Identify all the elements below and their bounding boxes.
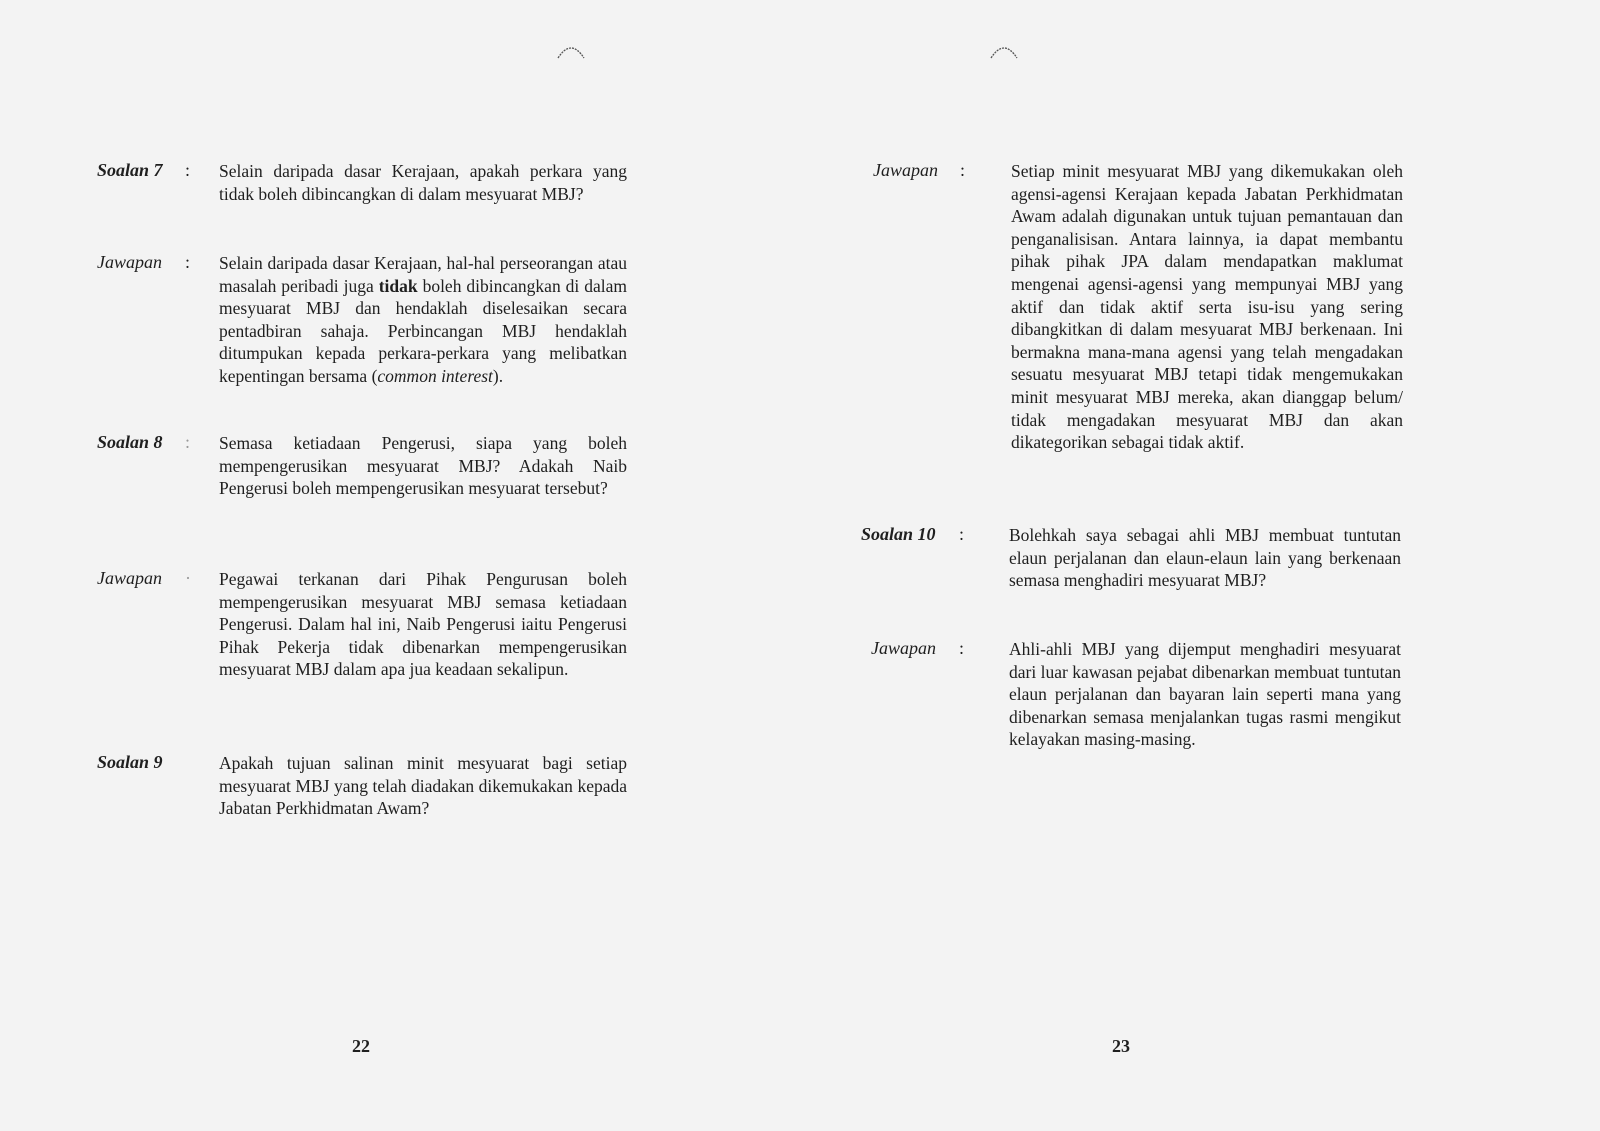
answer-text (219, 252, 627, 388)
emphasis-bold: tidak (378, 275, 418, 296)
label-colon: : (185, 252, 191, 272)
question-text: Apakah tujuan salinan minit mesyuarat bagi setiap mesyuarat MBJ yang telah diadakan dikemukakan kepada Jabatan Perkhidmatan Awam? (219, 753, 627, 819)
answer-label: Jawapan (97, 568, 162, 588)
label-colon: : (185, 160, 191, 180)
answer-label: Jawapan (97, 252, 162, 272)
emphasis-italic: common interest (377, 365, 493, 386)
answer-text-part: Selain daripada dasar Kerajaan, hal-hal perseorangan atau masalah peribadi juga (219, 253, 627, 296)
label-colon: : (185, 432, 191, 452)
question-text: Bolehkah saya sebagai ahli MBJ membuat tuntutan elaun perjalanan dan elaun-elaun lain yang berkenaan semasa menghadiri mesyuarat MBJ? (1009, 525, 1401, 591)
binding-hole-icon (988, 40, 1020, 60)
question-text: Semasa ketiadaan Pengerusi, siapa yang boleh mempengerusikan mesyuarat MBJ? Adakah Naib Pengerusi boleh mempengerusikan mesyuarat tersebut? (219, 433, 627, 499)
answer-text: Ahli-ahli MBJ yang dijemput menghadiri mesyuarat dari luar kawasan pejabat dibenarkan membuat tuntutan elaun perjalanan dan bayaran lain seperti mana yang dibenarkan semasa menjalankan tugas rasmi mengikut kelayakan masing-masing. (1009, 639, 1401, 750)
page-number: 23 (1112, 1036, 1130, 1056)
page-23 (800, 0, 1600, 1131)
page-number: 22 (352, 1036, 370, 1056)
answer-text: Pegawai terkanan dari Pihak Pengurusan boleh mempengerusikan mesyuarat MBJ semasa ketiadaan Pengerusi. Dalam hal ini, Naib Pengerusi iaitu Pengerusi Pihak Pekerja tidak dibenarkan mempengerusikan mesyuarat MBJ dalam apa jua keadaan sekalipun. (219, 569, 627, 680)
question-label: Soalan 9 (97, 752, 163, 772)
answer-text-part: ). (492, 365, 504, 386)
question-label: Soalan 10 (861, 524, 936, 544)
label-colon: : (959, 524, 965, 544)
question-label: Soalan 7 (97, 160, 163, 180)
label-colon: · (185, 568, 191, 588)
question-text: Selain daripada dasar Kerajaan, apakah perkara yang tidak boleh dibincangkan di dalam mesyuarat MBJ? (219, 161, 627, 204)
answer-label: Jawapan (871, 638, 936, 658)
label-colon: : (960, 160, 966, 180)
answer-text: Setiap minit mesyuarat MBJ yang dikemukakan oleh agensi-agensi Kerajaan kepada Jabatan Perkhidmatan Awam adalah digunakan untuk tujuan pemantauan dan penganalisisan. Antara lainnya, ia dapat membantu pihak pihak JPA dalam mendapatkan maklumat mengenai agensi-agensi yang mempunyai MBJ yang aktif dan tidak aktif serta isu-isu yang sering dibangkitkan di dalam mesyuarat MBJ berkenaan. Ini bermakna mana-mana agensi yang telah mengadakan sesuatu mesyuarat MBJ tetapi tidak mengemukakan minit mesyuarat MBJ mereka, akan dianggap belum/ tidak mengadakan mesyuarat MBJ dan akan dikategorikan sebagai tidak aktif. (1011, 161, 1403, 453)
answer-text-part: boleh dibincangkan di dalam mesyuarat MBJ dan hendaklah diselesaikan secara pentadbiran sahaja. Perbincangan MBJ hendaklah ditumpukan kepada perkara-perkara yang melibatkan kepentingan bersama ( (219, 275, 627, 386)
binding-hole-icon (555, 40, 587, 60)
answer-label: Jawapan (873, 160, 938, 180)
question-label: Soalan 8 (97, 432, 163, 452)
label-colon: : (959, 638, 965, 658)
